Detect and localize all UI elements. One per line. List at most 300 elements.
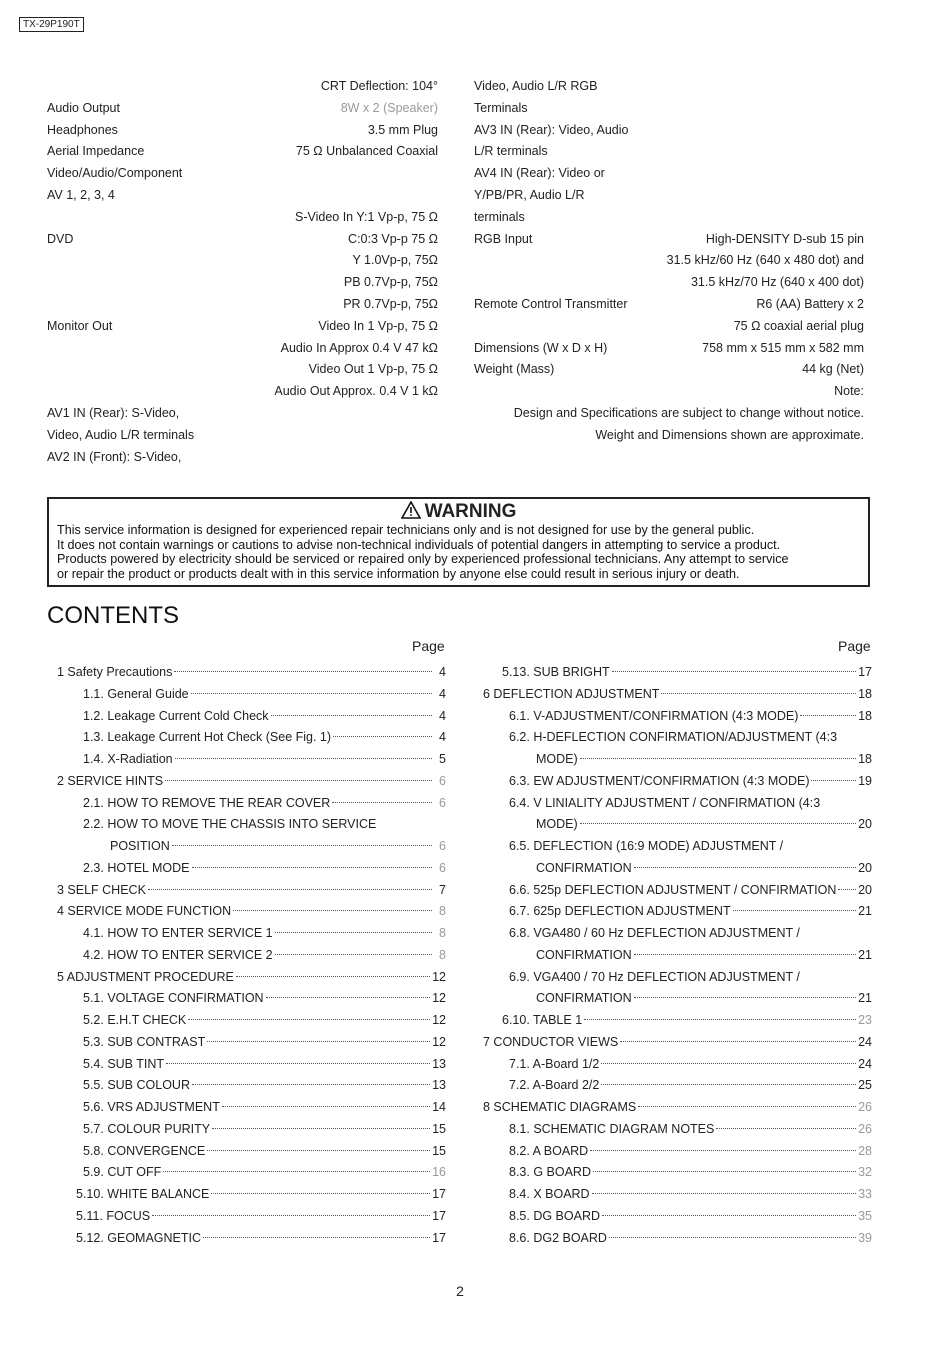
toc-entry-title: CONFIRMATION bbox=[536, 991, 632, 1006]
toc-entry[interactable] bbox=[474, 706, 872, 728]
toc-leader-dots bbox=[233, 910, 432, 911]
spec-row bbox=[47, 294, 438, 316]
toc-leader-dots bbox=[174, 671, 432, 672]
toc-leader-dots bbox=[152, 1215, 430, 1216]
toc-leader-dots bbox=[163, 1171, 430, 1172]
toc-entry[interactable] bbox=[474, 727, 872, 749]
spec-value: R6 (AA) Battery x 2 bbox=[756, 296, 864, 311]
spec-label: Video/Audio/Component bbox=[47, 166, 183, 181]
toc-entry-title: 5.6. VRS ADJUSTMENT bbox=[83, 1100, 220, 1114]
toc-entry[interactable] bbox=[47, 1119, 446, 1141]
toc-entry[interactable] bbox=[47, 858, 446, 880]
spec-row bbox=[474, 141, 864, 163]
toc-entry-page: 33 bbox=[858, 1187, 872, 1201]
spec-row bbox=[47, 76, 438, 98]
toc-entry-page: 12 bbox=[432, 1034, 446, 1049]
warning-title bbox=[49, 501, 868, 523]
spec-label: AV4 IN (Rear): Video or bbox=[474, 166, 605, 181]
toc-entry[interactable] bbox=[474, 1075, 872, 1097]
spec-row bbox=[474, 272, 864, 294]
toc-entry-title: 1.3. Leakage Current Hot Check (See Fig. 1) bbox=[83, 730, 332, 745]
toc-entry-page: 15 bbox=[432, 1143, 446, 1158]
toc-entry-title: 2.3. HOTEL MODE bbox=[83, 860, 190, 875]
toc-entry-title: 8.1. SCHEMATIC DIAGRAM NOTES bbox=[509, 1121, 715, 1136]
toc-entry-page: 6 bbox=[439, 795, 446, 810]
toc-entry[interactable] bbox=[474, 945, 872, 967]
toc-entry[interactable] bbox=[474, 1141, 872, 1163]
spec-row bbox=[47, 447, 438, 469]
contents-title: CONTENTS bbox=[47, 602, 179, 629]
toc-entry[interactable] bbox=[47, 1075, 446, 1097]
toc-entry-title: 2 SERVICE HINTS bbox=[57, 773, 164, 788]
spec-value: High-DENSITY D-sub 15 pin bbox=[705, 231, 864, 246]
toc-entry[interactable] bbox=[47, 749, 446, 771]
spec-value: 31.5 kHz/70 Hz (640 x 400 dot) bbox=[690, 275, 864, 290]
toc-entry-title: 5.9. CUT OFF bbox=[83, 1165, 162, 1180]
spec-value: 758 mm x 515 mm x 582 mm bbox=[702, 340, 864, 355]
spec-value: Video Out 1 Vp-p, 75 Ω bbox=[308, 362, 438, 377]
spec-row bbox=[474, 163, 864, 185]
toc-leader-dots bbox=[192, 1084, 430, 1085]
spec-row bbox=[474, 207, 864, 229]
spec-label: DVD bbox=[47, 231, 74, 246]
toc-leader-dots bbox=[188, 1019, 430, 1020]
toc-entry[interactable] bbox=[47, 1032, 446, 1054]
toc-leader-dots bbox=[620, 1041, 856, 1042]
spec-row bbox=[474, 316, 864, 338]
toc-entry-title: POSITION bbox=[110, 839, 170, 853]
spec-row bbox=[47, 98, 438, 120]
toc-entry[interactable] bbox=[474, 923, 872, 945]
spec-label: AV2 IN (Front): S-Video, bbox=[47, 449, 182, 464]
toc-leader-dots bbox=[601, 1063, 856, 1064]
spec-value: 3.5 mm Plug bbox=[367, 122, 438, 137]
toc-entry-title: 6.9. VGA400 / 70 Hz DEFLECTION ADJUSTMENT / bbox=[509, 969, 800, 984]
toc-entry[interactable] bbox=[47, 1010, 446, 1032]
toc-entry-title: 2.1. HOW TO REMOVE THE REAR COVER bbox=[83, 795, 331, 810]
toc-entry-title: MODE) bbox=[536, 752, 578, 766]
spec-value: Weight and Dimensions shown are approximate. bbox=[595, 427, 864, 442]
toc-leader-dots bbox=[661, 693, 856, 694]
spec-row bbox=[47, 185, 438, 207]
toc-entry-title: 4.1. HOW TO ENTER SERVICE 1 bbox=[83, 926, 273, 940]
toc-entry-title: CONFIRMATION bbox=[536, 947, 632, 962]
toc-entry[interactable] bbox=[47, 967, 446, 989]
toc-entry-page: 4 bbox=[439, 730, 446, 745]
toc-entry[interactable] bbox=[47, 814, 446, 836]
spec-value: S-Video In Y:1 Vp-p, 75 Ω bbox=[294, 209, 438, 224]
toc-entry[interactable] bbox=[47, 836, 446, 858]
toc-entry[interactable] bbox=[474, 1054, 872, 1076]
toc-entry-title: 5.5. SUB COLOUR bbox=[83, 1078, 190, 1093]
specifications-left bbox=[47, 76, 438, 468]
spec-label: Dimensions (W x D x H) bbox=[474, 340, 608, 355]
toc-entry-page: 17 bbox=[432, 1187, 446, 1201]
toc-entry-page: 4 bbox=[439, 665, 446, 679]
toc-leader-dots bbox=[580, 823, 856, 824]
spec-row bbox=[47, 272, 438, 294]
toc-leader-dots bbox=[634, 997, 857, 998]
toc-entry-title: 6.1. V-ADJUSTMENT/CONFIRMATION (4:3 MODE) bbox=[509, 708, 799, 723]
spec-value: Video In 1 Vp-p, 75 Ω bbox=[318, 318, 438, 333]
toc-entry-title: 5.8. CONVERGENCE bbox=[83, 1143, 206, 1158]
toc-entry-page: 12 bbox=[432, 1013, 446, 1027]
toc-leader-dots bbox=[811, 780, 856, 781]
toc-entry[interactable] bbox=[474, 1184, 872, 1206]
toc-leader-dots bbox=[148, 889, 432, 890]
page-column-header-left: Page bbox=[412, 638, 445, 654]
toc-entry-page: 6 bbox=[439, 839, 446, 853]
toc-entry-page: 21 bbox=[858, 991, 872, 1006]
toc-leader-dots bbox=[584, 1019, 856, 1020]
toc-leader-dots bbox=[192, 867, 432, 868]
toc-entry-page: 28 bbox=[858, 1143, 872, 1158]
toc-entry-title: 5.11. FOCUS bbox=[76, 1208, 151, 1223]
toc-entry-page: 17 bbox=[432, 1230, 446, 1245]
toc-entry-title: 4.2. HOW TO ENTER SERVICE 2 bbox=[83, 947, 273, 962]
toc-leader-dots bbox=[716, 1128, 856, 1129]
toc-leader-dots bbox=[593, 1171, 856, 1172]
toc-entry-title: 8.5. DG BOARD bbox=[509, 1208, 600, 1223]
toc-entry[interactable] bbox=[474, 858, 872, 880]
spec-value: 75 Ω Unbalanced Coaxial bbox=[295, 144, 438, 159]
toc-entry-title: 6.8. VGA480 / 60 Hz DEFLECTION ADJUSTMENT / bbox=[509, 926, 800, 940]
model-label: TX-29P190T bbox=[19, 17, 84, 32]
spec-row bbox=[474, 403, 864, 425]
spec-value: PR 0.7Vp-p, 75Ω bbox=[343, 296, 438, 311]
toc-entry-page: 18 bbox=[858, 708, 872, 723]
toc-leader-dots bbox=[212, 1128, 430, 1129]
spec-label: Terminals bbox=[474, 100, 528, 115]
toc-entry-page: 13 bbox=[432, 1056, 446, 1071]
toc-entry[interactable] bbox=[47, 901, 446, 923]
toc-leader-dots bbox=[166, 1063, 430, 1064]
spec-label: Monitor Out bbox=[47, 318, 113, 333]
warning-line: This service information is designed for experienced repair technicians only and is not designed for use by the general public. bbox=[57, 523, 755, 537]
toc-entry-title: 5 ADJUSTMENT PROCEDURE bbox=[57, 969, 234, 984]
toc-entry-page: 18 bbox=[858, 686, 872, 701]
spec-label: terminals bbox=[474, 209, 525, 224]
toc-entry-page: 12 bbox=[432, 969, 446, 984]
toc-leader-dots bbox=[203, 1237, 430, 1238]
toc-leader-dots bbox=[333, 736, 432, 737]
contents-list-right bbox=[474, 662, 872, 1249]
toc-entry-title: 6.7. 625p DEFLECTION ADJUSTMENT bbox=[509, 904, 731, 919]
toc-entry-page: 7 bbox=[439, 882, 446, 897]
toc-entry-page: 15 bbox=[432, 1121, 446, 1136]
toc-leader-dots bbox=[165, 780, 432, 781]
toc-entry[interactable] bbox=[474, 793, 872, 815]
specifications-right bbox=[474, 76, 864, 447]
toc-entry-page: 21 bbox=[858, 904, 872, 919]
spec-value: PB 0.7Vp-p, 75Ω bbox=[343, 275, 438, 290]
spec-value: Note: bbox=[834, 384, 864, 399]
toc-entry-title: 3 SELF CHECK bbox=[57, 882, 146, 897]
toc-entry-title: 1.1. General Guide bbox=[83, 686, 189, 701]
toc-entry-title: 5.13. SUB BRIGHT bbox=[502, 665, 610, 679]
toc-entry-title: 8.3. G BOARD bbox=[509, 1165, 591, 1180]
warning-triangle-icon bbox=[401, 501, 421, 519]
spec-row bbox=[47, 250, 438, 272]
toc-leader-dots bbox=[207, 1041, 430, 1042]
toc-entry-page: 20 bbox=[858, 817, 872, 832]
toc-entry-title: 4 SERVICE MODE FUNCTION bbox=[57, 904, 232, 919]
spec-row bbox=[47, 141, 438, 163]
toc-entry-page: 8 bbox=[439, 926, 446, 940]
toc-leader-dots bbox=[580, 758, 856, 759]
toc-entry-page: 20 bbox=[858, 860, 872, 875]
toc-entry-page: 24 bbox=[858, 1056, 872, 1071]
toc-leader-dots bbox=[191, 693, 432, 694]
toc-entry-page: 17 bbox=[858, 665, 872, 679]
toc-leader-dots bbox=[211, 1193, 430, 1194]
toc-entry[interactable] bbox=[474, 967, 872, 989]
spec-label: Remote Control Transmitter bbox=[474, 296, 628, 311]
spec-value: Design and Specifications are subject to change without notice. bbox=[513, 405, 864, 420]
toc-entry-title: 7.1. A-Board 1/2 bbox=[509, 1056, 600, 1071]
toc-entry-page: 39 bbox=[858, 1230, 872, 1245]
toc-entry-title: 1.4. X-Radiation bbox=[83, 752, 173, 766]
spec-value: Y 1.0Vp-p, 75Ω bbox=[352, 253, 438, 268]
spec-value: 75 Ω coaxial aerial plug bbox=[733, 318, 864, 333]
toc-entry-page: 21 bbox=[858, 947, 872, 962]
toc-leader-dots bbox=[207, 1150, 430, 1151]
spec-row bbox=[47, 229, 438, 251]
spec-value: CRT Deflection: 104° bbox=[320, 79, 438, 93]
toc-entry-title: 1.2. Leakage Current Cold Check bbox=[83, 708, 269, 723]
spec-row bbox=[47, 163, 438, 185]
toc-entry-title: 6.3. EW ADJUSTMENT/CONFIRMATION (4:3 MODE) bbox=[509, 773, 810, 788]
spec-value: C:0:3 Vp-p 75 Ω bbox=[348, 231, 438, 246]
toc-entry[interactable] bbox=[47, 945, 446, 967]
toc-leader-dots bbox=[222, 1106, 430, 1107]
toc-leader-dots bbox=[175, 758, 432, 759]
toc-entry-page: 25 bbox=[858, 1078, 872, 1093]
toc-entry[interactable] bbox=[474, 988, 872, 1010]
toc-entry-page: 35 bbox=[858, 1208, 872, 1223]
toc-entry-page: 8 bbox=[439, 947, 446, 962]
spec-label: Audio Output bbox=[47, 100, 120, 115]
toc-entry-title: 7.2. A-Board 2/2 bbox=[509, 1078, 600, 1093]
toc-entry[interactable] bbox=[474, 1162, 872, 1184]
toc-leader-dots bbox=[275, 954, 432, 955]
spec-row bbox=[474, 338, 864, 360]
toc-entry-title: CONFIRMATION bbox=[536, 860, 632, 875]
spec-row bbox=[474, 294, 864, 316]
spec-label: Headphones bbox=[47, 122, 118, 137]
toc-entry-page: 6 bbox=[439, 773, 446, 788]
spec-row bbox=[474, 98, 864, 120]
spec-row bbox=[47, 207, 438, 229]
toc-leader-dots bbox=[634, 954, 857, 955]
warning-line: or repair the product or products dealt with in this service information by anyone else could result in serious injury or death. bbox=[57, 566, 740, 581]
spec-row bbox=[47, 425, 438, 447]
toc-entry[interactable] bbox=[474, 1010, 872, 1032]
toc-entry[interactable] bbox=[47, 1184, 446, 1206]
toc-entry[interactable] bbox=[47, 1162, 446, 1184]
toc-leader-dots bbox=[271, 715, 432, 716]
toc-leader-dots bbox=[602, 1215, 856, 1216]
toc-entry-title: 1 Safety Precautions bbox=[57, 665, 173, 679]
toc-leader-dots bbox=[609, 1237, 856, 1238]
toc-entry[interactable] bbox=[47, 727, 446, 749]
toc-entry-title: 8 SCHEMATIC DIAGRAMS bbox=[483, 1100, 637, 1114]
toc-leader-dots bbox=[275, 932, 432, 933]
toc-entry-title: 2.2. HOW TO MOVE THE CHASSIS INTO SERVICE bbox=[83, 817, 377, 832]
spec-row bbox=[474, 229, 864, 251]
toc-entry[interactable] bbox=[474, 1032, 872, 1054]
spec-label: AV1 IN (Rear): S-Video, bbox=[47, 405, 180, 420]
spec-row bbox=[47, 403, 438, 425]
toc-leader-dots bbox=[838, 889, 856, 890]
toc-entry[interactable] bbox=[47, 1228, 446, 1250]
toc-entry-page: 13 bbox=[432, 1078, 446, 1093]
spec-label: Video, Audio L/R terminals bbox=[47, 427, 195, 442]
spec-label: Y/PB/PR, Audio L/R bbox=[474, 187, 585, 202]
toc-entry-page: 14 bbox=[432, 1100, 446, 1114]
warning-box bbox=[47, 497, 870, 587]
spec-label: AV3 IN (Rear): Video, Audio bbox=[474, 122, 629, 137]
toc-entry[interactable] bbox=[47, 684, 446, 706]
toc-entry-title: 5.2. E.H.T CHECK bbox=[83, 1013, 187, 1027]
toc-entry[interactable] bbox=[47, 1141, 446, 1163]
toc-entry-title: 5.3. SUB CONTRAST bbox=[83, 1034, 206, 1049]
toc-leader-dots bbox=[612, 671, 856, 672]
contents-list-left bbox=[47, 662, 446, 1249]
toc-leader-dots bbox=[172, 845, 432, 846]
toc-entry[interactable] bbox=[47, 662, 446, 684]
toc-entry-page: 6 bbox=[439, 860, 446, 875]
toc-entry[interactable] bbox=[474, 1228, 872, 1250]
toc-entry-title: MODE) bbox=[536, 817, 578, 832]
toc-entry-page: 20 bbox=[858, 882, 872, 897]
spec-row bbox=[474, 425, 864, 447]
toc-entry[interactable] bbox=[474, 684, 872, 706]
toc-entry-page: 17 bbox=[432, 1208, 446, 1223]
spec-row bbox=[47, 381, 438, 403]
toc-entry[interactable] bbox=[474, 901, 872, 923]
spec-label: L/R terminals bbox=[474, 144, 548, 159]
spec-row bbox=[47, 316, 438, 338]
toc-entry-title: 5.1. VOLTAGE CONFIRMATION bbox=[83, 991, 264, 1006]
toc-entry-title: 7 CONDUCTOR VIEWS bbox=[483, 1034, 619, 1049]
spec-label: Video, Audio L/R RGB bbox=[474, 79, 598, 93]
warning-line: It does not contain warnings or cautions to advise non-technical individuals of potential dangers in attempting to service a product. bbox=[57, 537, 781, 552]
toc-entry-title: 6.4. V LINIALITY ADJUSTMENT / CONFIRMATION (4:3 bbox=[509, 795, 821, 810]
spec-label: RGB Input bbox=[474, 231, 533, 246]
toc-entry-title: 6.2. H-DEFLECTION CONFIRMATION/ADJUSTMENT (4:3 bbox=[509, 730, 838, 745]
toc-entry[interactable] bbox=[474, 1206, 872, 1228]
toc-entry[interactable] bbox=[47, 1097, 446, 1119]
toc-leader-dots bbox=[638, 1106, 856, 1107]
spec-row bbox=[474, 76, 864, 98]
toc-entry[interactable] bbox=[474, 771, 872, 793]
toc-leader-dots bbox=[332, 802, 432, 803]
toc-entry-page: 16 bbox=[432, 1165, 446, 1180]
spec-row bbox=[474, 250, 864, 272]
toc-entry-page: 8 bbox=[439, 904, 446, 919]
page-number: 2 bbox=[456, 1283, 464, 1299]
toc-entry-page: 23 bbox=[858, 1013, 872, 1027]
spec-row bbox=[47, 359, 438, 381]
toc-entry-title: 5.7. COLOUR PURITY bbox=[83, 1121, 211, 1136]
toc-entry-page: 5 bbox=[439, 752, 446, 766]
toc-entry-page: 4 bbox=[439, 686, 446, 701]
spec-value: 8W x 2 (Speaker) bbox=[340, 100, 438, 115]
toc-entry-page: 18 bbox=[858, 752, 872, 766]
spec-row bbox=[474, 120, 864, 142]
toc-entry-page: 19 bbox=[858, 773, 872, 788]
spec-value: 44 kg (Net) bbox=[802, 362, 864, 377]
toc-leader-dots bbox=[236, 976, 430, 977]
spec-label: Aerial Impedance bbox=[47, 144, 145, 159]
spec-row bbox=[47, 338, 438, 360]
toc-entry-page: 32 bbox=[858, 1165, 872, 1180]
toc-entry-title: 5.12. GEOMAGNETIC bbox=[76, 1230, 202, 1245]
toc-leader-dots bbox=[601, 1084, 856, 1085]
toc-entry[interactable] bbox=[47, 793, 446, 815]
toc-entry[interactable] bbox=[474, 880, 872, 902]
spec-value: 31.5 kHz/60 Hz (640 x 480 dot) and bbox=[666, 253, 864, 268]
spec-row bbox=[474, 185, 864, 207]
warning-line: Products powered by electricity should be serviced or repaired only by experienced professional technicians. Any attempt to service bbox=[57, 552, 789, 567]
toc-entry-title: 8.6. DG2 BOARD bbox=[509, 1230, 607, 1245]
toc-leader-dots bbox=[590, 1150, 856, 1151]
toc-entry-page: 24 bbox=[858, 1034, 872, 1049]
toc-entry-page: 26 bbox=[858, 1121, 872, 1136]
toc-entry[interactable] bbox=[47, 706, 446, 728]
toc-leader-dots bbox=[634, 867, 857, 868]
toc-entry[interactable] bbox=[474, 836, 872, 858]
toc-leader-dots bbox=[800, 715, 856, 716]
toc-entry-title: 6 DEFLECTION ADJUSTMENT bbox=[483, 686, 660, 701]
warning-text bbox=[49, 523, 868, 581]
spec-label: AV 1, 2, 3, 4 bbox=[47, 187, 115, 202]
toc-entry[interactable] bbox=[47, 771, 446, 793]
toc-entry[interactable] bbox=[474, 1097, 872, 1119]
toc-entry[interactable] bbox=[474, 814, 872, 836]
spec-row bbox=[47, 120, 438, 142]
toc-entry[interactable] bbox=[47, 1206, 446, 1228]
page-column-header-right: Page bbox=[838, 638, 871, 654]
toc-entry-page: 26 bbox=[858, 1100, 872, 1114]
warning-title-text: WARNING bbox=[424, 501, 517, 522]
toc-entry-title: 6.5. DEFLECTION (16:9 MODE) ADJUSTMENT / bbox=[509, 839, 784, 853]
toc-entry-page: 4 bbox=[439, 708, 446, 723]
toc-entry[interactable] bbox=[47, 880, 446, 902]
toc-entry-title: 5.10. WHITE BALANCE bbox=[76, 1187, 210, 1201]
toc-entry-title: 8.2. A BOARD bbox=[509, 1143, 589, 1158]
toc-entry[interactable] bbox=[47, 923, 446, 945]
toc-entry-page: 12 bbox=[432, 991, 446, 1006]
toc-entry[interactable] bbox=[47, 1054, 446, 1076]
toc-leader-dots bbox=[592, 1193, 857, 1194]
spec-value: Audio Out Approx. 0.4 V 1 kΩ bbox=[274, 384, 438, 399]
toc-entry[interactable] bbox=[47, 988, 446, 1010]
toc-entry[interactable] bbox=[474, 749, 872, 771]
spec-row bbox=[474, 381, 864, 403]
toc-leader-dots bbox=[733, 910, 857, 911]
toc-entry-title: 6.10. TABLE 1 bbox=[502, 1013, 583, 1027]
toc-entry[interactable] bbox=[474, 1119, 872, 1141]
toc-leader-dots bbox=[266, 997, 431, 998]
toc-entry-title: 5.4. SUB TINT bbox=[83, 1056, 165, 1071]
spec-value: Audio In Approx 0.4 V 47 kΩ bbox=[280, 340, 438, 355]
toc-entry-title: 8.4. X BOARD bbox=[509, 1187, 590, 1201]
toc-entry[interactable] bbox=[474, 662, 872, 684]
toc-entry-title: 6.6. 525p DEFLECTION ADJUSTMENT / CONFIRMATION bbox=[509, 882, 837, 897]
spec-label: Weight (Mass) bbox=[474, 362, 555, 377]
